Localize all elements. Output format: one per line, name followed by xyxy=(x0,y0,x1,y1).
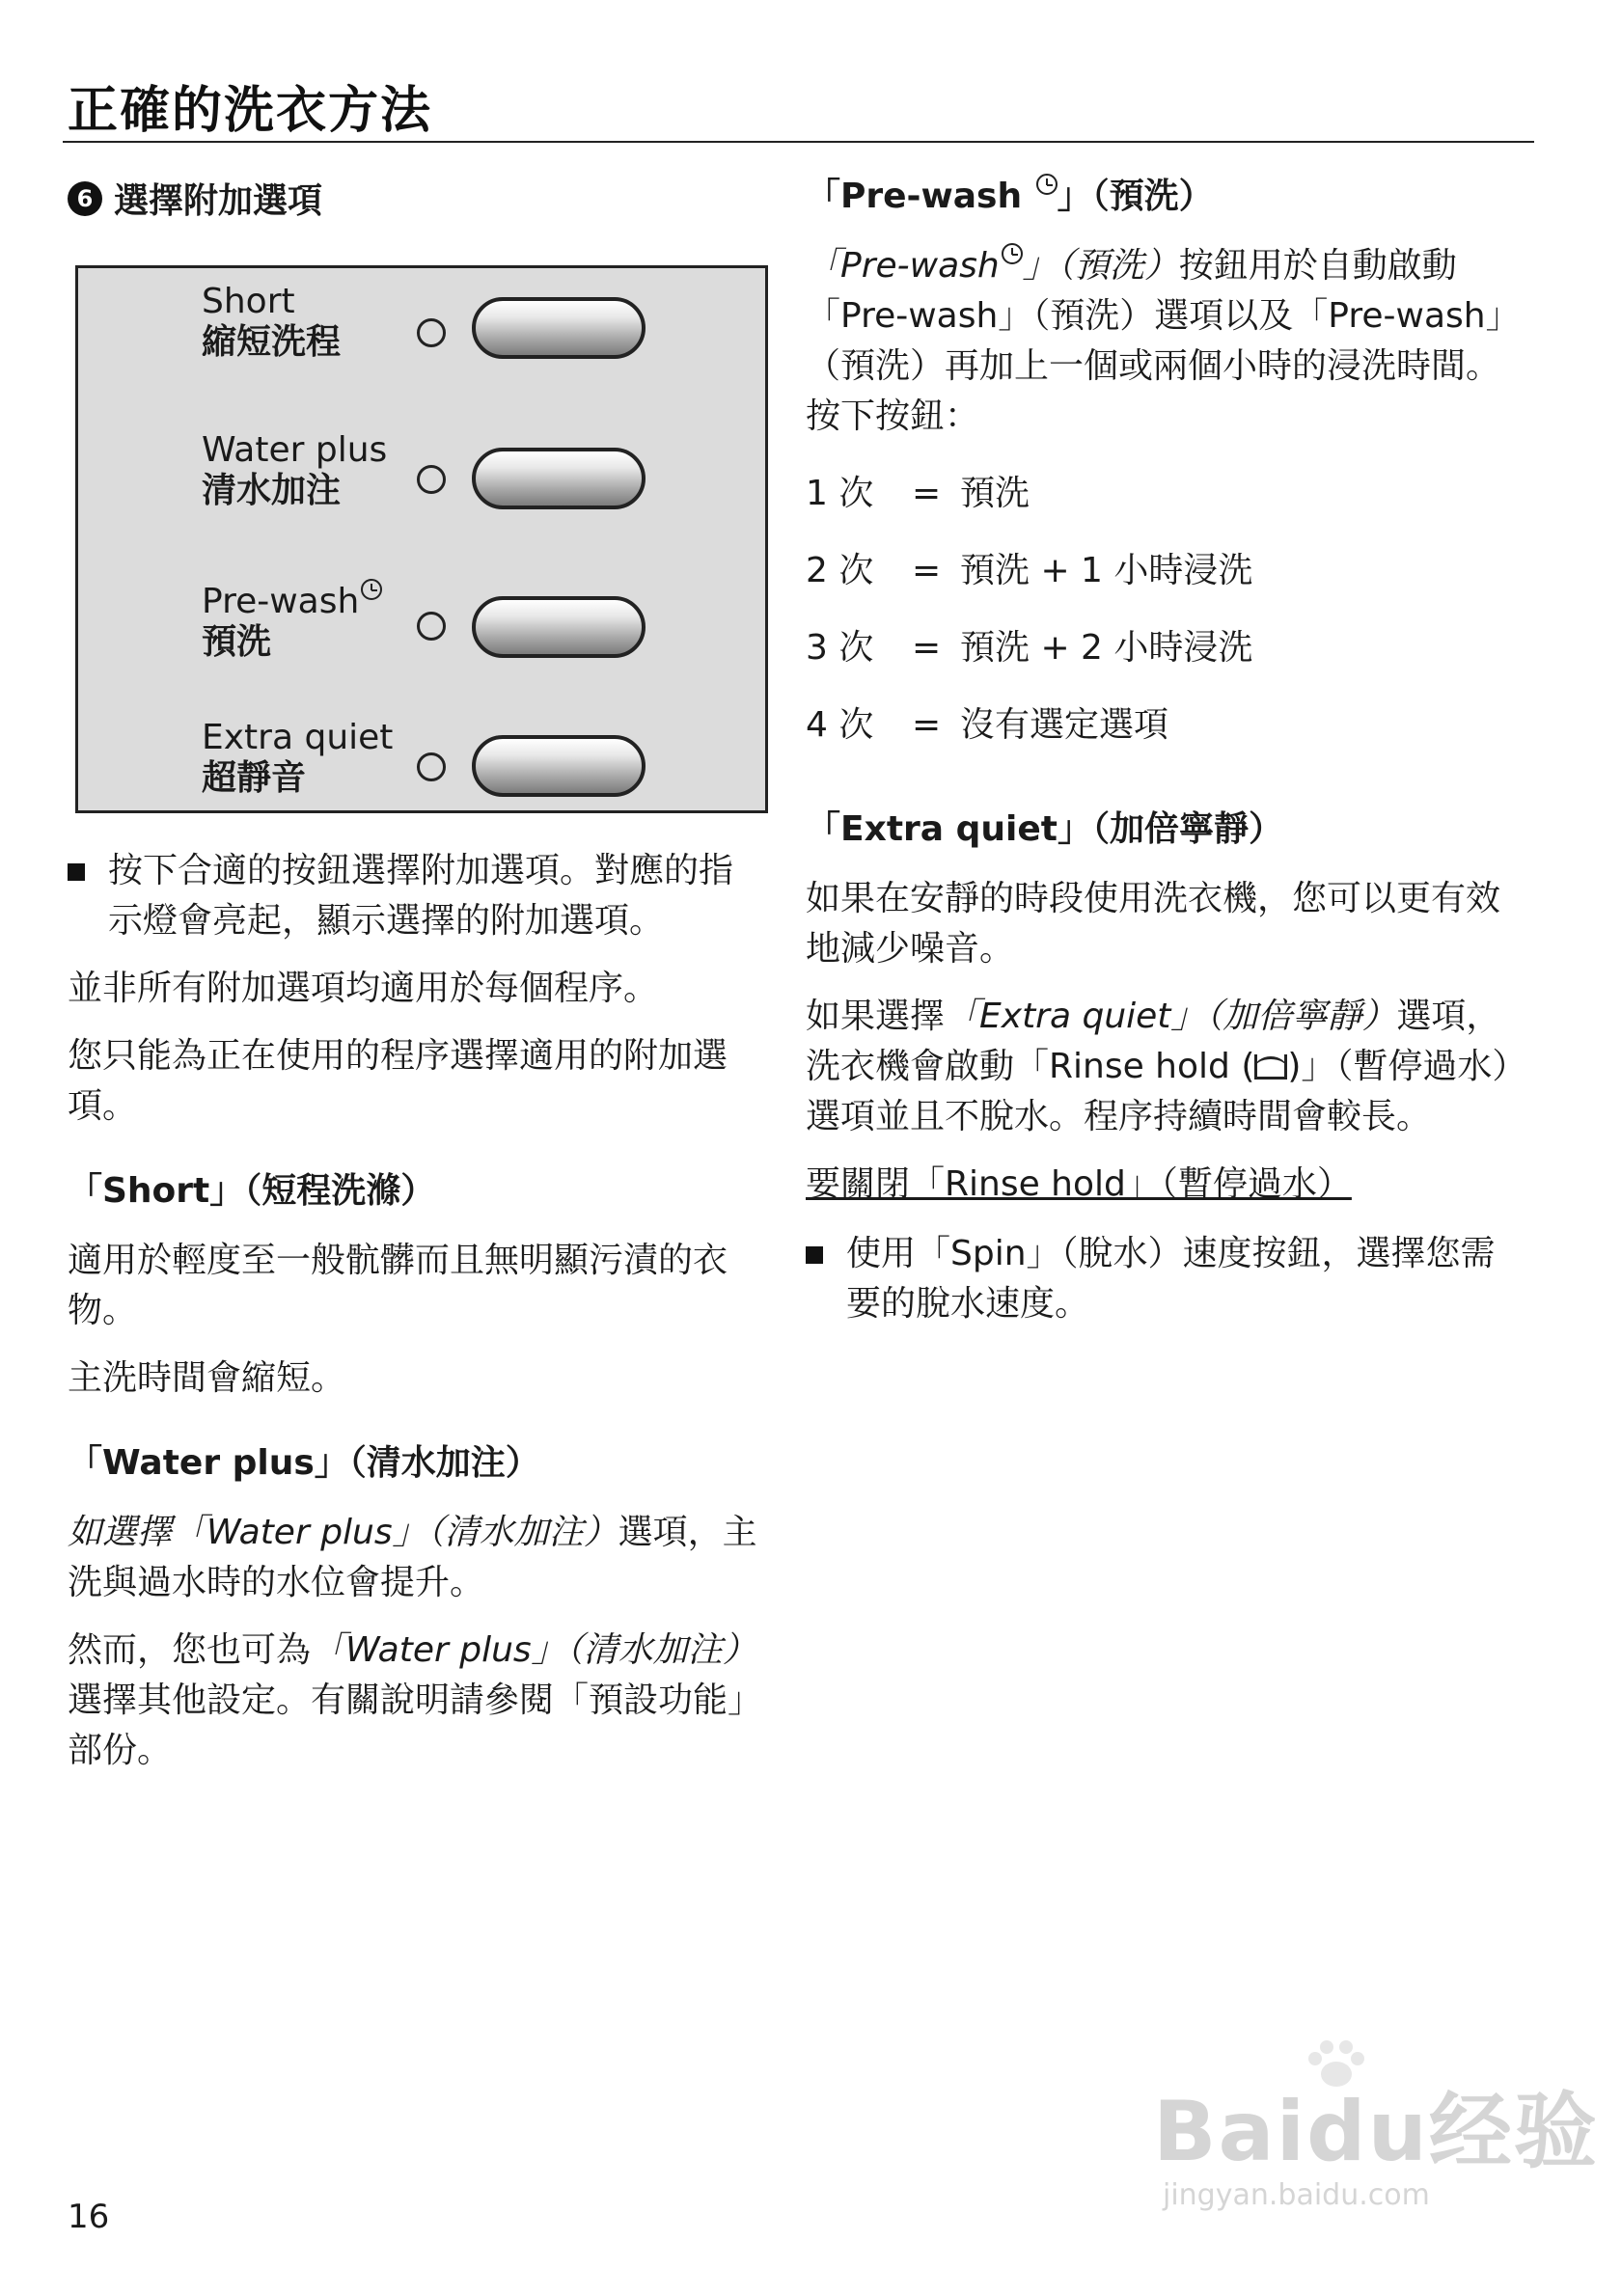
panel-label-en xyxy=(202,579,382,622)
press-result: 沒有選定選項 xyxy=(960,705,1169,745)
bullet-spin xyxy=(806,1229,1529,1329)
step-number-badge: 6 xyxy=(68,181,102,216)
panel-label-zh: 超靜音 xyxy=(202,758,307,798)
extra-quiet-button xyxy=(472,735,646,797)
paragraph-text: 然而，您也可為 xyxy=(68,1630,312,1670)
paragraph: 您只能為正在使用的程序選擇適用的附加選項。 xyxy=(68,1036,728,1126)
italic-term: 「Extra quiet」（加倍寧靜） xyxy=(945,997,1397,1036)
press-result: 預洗 + 2 小時浸洗 xyxy=(960,628,1253,668)
paragraph xyxy=(68,1626,762,1776)
panel-label-zh: 預洗 xyxy=(202,622,272,662)
panel-label xyxy=(202,579,382,663)
heading-text: 」（預洗） xyxy=(1057,177,1214,216)
short-button xyxy=(472,297,646,359)
indicator-light xyxy=(417,465,446,494)
paragraph-text: 選擇其他設定。有關說明請參閱「預設功能」部份。 xyxy=(68,1681,763,1770)
panel-row-extra-quiet xyxy=(78,718,765,805)
list-item xyxy=(806,469,1529,519)
baidu-watermark xyxy=(1153,2064,1599,2212)
paragraph: 如果在安靜的時段使用洗衣機，您可以更有效地減少噪音。 xyxy=(806,879,1501,969)
step-heading xyxy=(68,174,762,223)
section-heading-water-plus: 「Water plus」（清水加注） xyxy=(68,1443,540,1483)
panel-label-en: Extra quiet xyxy=(202,718,394,757)
press-count: 2 次 xyxy=(806,551,874,590)
bullet-square-icon xyxy=(806,1246,823,1264)
paragraph-text: 按鈕用於自動啟動「Pre-wash」（預洗）選項以及「Pre-wash」（預洗）再加上一個或兩個小時的浸洗時間。按下按鈕： xyxy=(806,246,1521,436)
rinse-hold-basin-icon xyxy=(1254,1054,1287,1080)
italic-term: 「Water plus」（清水加注） xyxy=(311,1630,757,1670)
paragraph xyxy=(68,1508,762,1608)
press-count: 1 次 xyxy=(806,474,874,513)
panel-label xyxy=(202,282,341,363)
panel-label-zh: 縮短洗程 xyxy=(202,322,342,362)
paragraph: 主洗時間會縮短。 xyxy=(68,1358,346,1398)
rinse-hold-off-subheading: 要關閉「Rinse hold」（暫停過水） xyxy=(806,1164,1352,1204)
list-item xyxy=(806,700,1529,751)
bullet-text: 使用「Spin」（脫水）速度按鈕，選擇您需要的脫水速度。 xyxy=(846,1234,1496,1324)
indicator-light xyxy=(417,318,446,347)
press-result: 預洗 + 1 小時浸洗 xyxy=(960,551,1253,590)
panel-row-water-plus xyxy=(78,430,765,517)
panel-row-short xyxy=(78,282,765,369)
heading-text: 「Pre-wash xyxy=(806,177,1023,216)
clock-icon xyxy=(1002,243,1023,264)
italic-term: 」（預洗） xyxy=(1022,246,1179,286)
paragraph: 並非所有附加選項均適用於每個程序。 xyxy=(68,969,659,1008)
bullet-select-option xyxy=(68,846,762,946)
water-plus-button xyxy=(472,448,646,509)
section-heading-extra-quiet: 「Extra quiet」（加倍寧靜） xyxy=(806,809,1283,849)
paragraph-text: )」（暫停過水）選項並且不脫水。程序持續時間會較長。 xyxy=(806,1047,1527,1136)
control-panel-illustration xyxy=(75,265,768,813)
press-count: 3 次 xyxy=(806,628,874,668)
paragraph-text: 選項，洗衣機會啟動「Rinse hold ( xyxy=(806,997,1501,1086)
press-result: 預洗 xyxy=(960,474,1030,513)
equals-sign: = xyxy=(912,628,942,668)
list-item xyxy=(806,623,1529,673)
panel-label xyxy=(202,718,393,799)
paragraph xyxy=(806,241,1529,442)
step-heading-text: 選擇附加選項 xyxy=(114,181,323,221)
page-number: 16 xyxy=(68,2198,110,2236)
title-divider xyxy=(63,141,1534,143)
press-count-list xyxy=(806,469,1529,751)
paragraph-text: 選項，主洗與過水時的水位會提升。 xyxy=(68,1513,757,1602)
right-column xyxy=(806,164,1529,1329)
clock-icon xyxy=(361,579,382,600)
page-title: 正確的洗衣方法 xyxy=(68,82,433,140)
paragraph-text: 如果選擇 xyxy=(806,997,946,1036)
equals-sign: = xyxy=(912,551,942,590)
panel-label-zh: 清水加注 xyxy=(202,471,342,510)
clock-icon xyxy=(1036,174,1058,195)
panel-label-en: Water plus xyxy=(202,430,388,470)
indicator-light xyxy=(417,612,446,641)
bullet-text: 按下合適的按鈕選擇附加選項。對應的指示燈會亮起，顯示選擇的附加選項。 xyxy=(108,851,734,941)
paragraph: 適用於輕度至一般骯髒而且無明顯污漬的衣物。 xyxy=(68,1241,728,1330)
section-heading-pre-wash xyxy=(806,174,1529,218)
watermark-url: jingyan.baidu.com xyxy=(1163,2178,1430,2212)
bullet-square-icon xyxy=(68,863,85,881)
section-heading-short: 「Short」（短程洗滌） xyxy=(68,1171,436,1211)
press-count: 4 次 xyxy=(806,705,874,745)
panel-label-en-text: Pre-wash xyxy=(202,582,360,621)
italic-term: 如選擇「Water plus」（清水加注） xyxy=(68,1513,618,1552)
paragraph xyxy=(806,992,1529,1142)
indicator-light xyxy=(417,752,446,781)
watermark-logo: Baidu经验 xyxy=(1153,2084,1599,2180)
paw-icon xyxy=(1298,2036,1375,2093)
panel-row-pre-wash xyxy=(78,579,765,666)
equals-sign: = xyxy=(912,705,942,745)
left-column xyxy=(68,164,762,1776)
panel-label xyxy=(202,430,387,511)
pre-wash-button xyxy=(472,596,646,658)
panel-label-en: Short xyxy=(202,282,295,321)
list-item xyxy=(806,546,1529,596)
italic-term: 「Pre-wash xyxy=(806,246,1000,286)
equals-sign: = xyxy=(912,474,942,513)
